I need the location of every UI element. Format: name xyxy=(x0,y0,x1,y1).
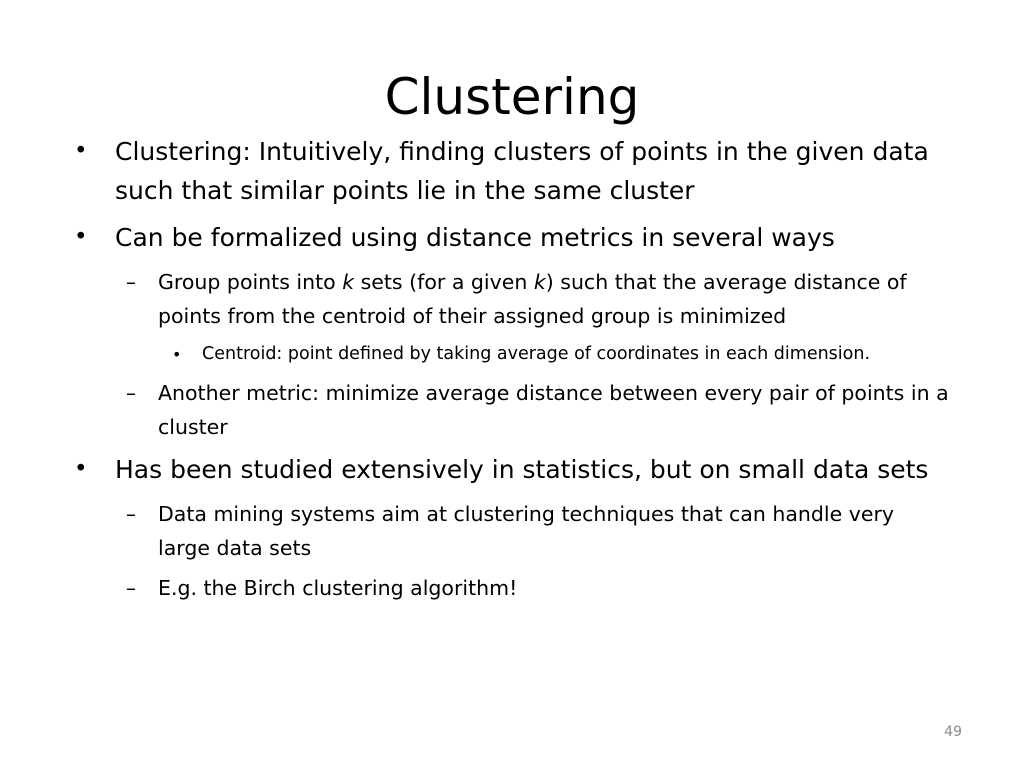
variable-k: k xyxy=(533,270,546,294)
sub-bullet-item xyxy=(126,571,952,605)
sub-bullet-text: Data mining systems aim at clustering techniques that can handle very large data sets xyxy=(158,502,895,560)
sub-sub-bullet-text: Centroid: point defined by taking average of coordinates in each dimension. xyxy=(202,344,871,364)
sub-bullet-text: Another metric: minimize average distance between every pair of points in a cluster xyxy=(158,381,949,439)
bullet-marker: • xyxy=(172,345,182,364)
bullet-marker: • xyxy=(74,456,88,482)
bullet-list xyxy=(72,132,952,611)
slide-number: 49 xyxy=(944,724,962,740)
text-fragment: ) such that the average distance of points from the centroid of their assigned group is minimized xyxy=(158,270,907,328)
bullet-text: Clustering: Intuitively, finding clusters of points in the given data such that similar points lie in the same cluster xyxy=(115,137,929,205)
dash-marker: – xyxy=(126,381,136,405)
bullet-text: Can be formalized using distance metrics in several ways xyxy=(115,223,835,252)
sub-bullet-text: E.g. the Birch clustering algorithm! xyxy=(158,576,518,600)
dash-marker: – xyxy=(126,576,136,600)
dash-marker: – xyxy=(126,270,136,294)
bullet-item xyxy=(72,450,952,489)
bullet-item xyxy=(72,132,952,210)
variable-k: k xyxy=(342,270,355,294)
bullet-text: Has been studied extensively in statistics, but on small data sets xyxy=(115,455,929,484)
sub-bullet-item xyxy=(126,376,952,444)
slide-title: Clustering xyxy=(384,68,640,126)
sub-bullet-item xyxy=(126,497,952,565)
bullet-item xyxy=(72,218,952,257)
sub-bullet-item xyxy=(126,265,952,333)
dash-marker: – xyxy=(126,502,136,526)
text-fragment: Group points into xyxy=(158,270,343,294)
bullet-marker: • xyxy=(74,138,88,164)
sub-sub-bullet-item xyxy=(172,339,952,370)
bullet-marker: • xyxy=(74,224,88,250)
text-fragment: sets (for a given xyxy=(354,270,534,294)
sub-bullet-text xyxy=(158,265,952,333)
